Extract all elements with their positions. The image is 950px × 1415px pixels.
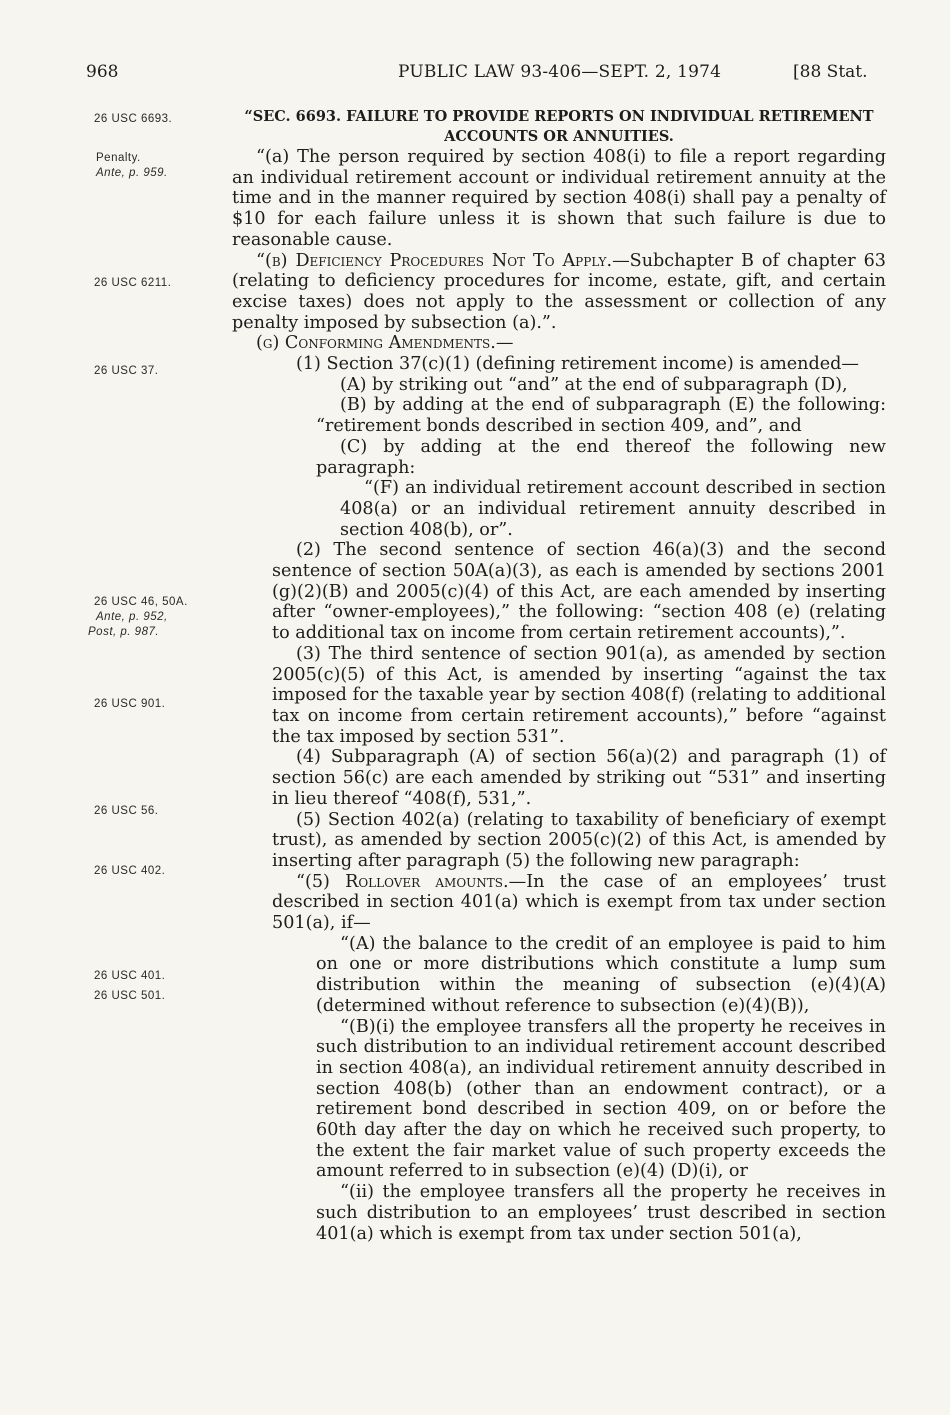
margin-note-402: 26 USC 402. bbox=[94, 865, 166, 877]
statute-volume: [88 Stat. bbox=[793, 62, 868, 82]
margin-note-401-501: 26 USC 401. 26 USC 501. bbox=[94, 970, 166, 1002]
margin-note-901: 26 USC 901. bbox=[94, 698, 166, 710]
margin-note-6693: 26 USC 6693. bbox=[94, 113, 173, 125]
paragraph-1: (1) Section 37(c)(1) (defining retirement income) is amended— bbox=[296, 354, 860, 375]
paragraph-5-A: “(A) the balance to the credit of an employee is paid to him on one or more distributions which constitute a lump sum distribution within the meaning of subsection (e)(4)(A) (determined without reference to subsection (e)(4)(B)), bbox=[316, 933, 886, 1016]
paragraph-5: (5) Section 402(a) (relating to taxability of beneficiary of exempt trust), as amended by section 2005(c)(2) of this Act, is amended by inserting after paragraph (5) the following new paragraph: bbox=[272, 809, 886, 871]
subsection-b-heading: “(b) Deficiency Procedures Not To Apply. bbox=[256, 250, 613, 271]
page-number: 968 bbox=[86, 62, 119, 82]
paragraph-2: (2) The second sentence of section 46(a)(3) and the second sentence of section 50A(a)(3), as each is amended by sections 2001 (g)(2)(B) and 2005(c)(4) of this Act, are each amended by inserting after “owner-employees),” the following: “section 408 (e) (relating to additional tax on income from certain retirement accounts),”. bbox=[272, 540, 886, 644]
subsection-b-text: —Subchapter B of chapter 63 (relating to deficiency procedures for income, estate, gift, and certain excise taxes) does not apply to the assessment or collection of any penalty imposed by subsection (a).”. bbox=[232, 250, 886, 333]
rollover-heading: “(5) Rollover amounts. bbox=[296, 871, 509, 892]
subsection-a: “(a) The person required by section 408(i) to file a report regarding an individual retirement account or individual retirement annuity at the time and in the manner required by section 408(i) shall pay a penalty of $10 for each failure unless it is shown that such failure is due to reasonable cause. bbox=[232, 147, 886, 250]
section-heading: “SEC. 6693. FAILURE TO PROVIDE REPORTS ON INDIVIDUAL RETIREMENT ACCOUNTS OR ANNUITIES. bbox=[244, 108, 874, 145]
subsection-g-heading: (g) Conforming Amendments. bbox=[256, 333, 496, 354]
subsection-b bbox=[232, 251, 886, 334]
margin-note-penalty: Penalty. Ante, p. 959. bbox=[96, 152, 168, 179]
subsection-g: (g) Conforming Amendments.— bbox=[256, 333, 514, 354]
running-header bbox=[0, 62, 950, 88]
paragraph-4: (4) Subparagraph (A) of section 56(a)(2) and paragraph (1) of section 56(c) are each amended by striking out “531” and inserting in lieu thereof “408(f), 531,”. bbox=[272, 747, 886, 809]
paragraph-1-F: “(F) an individual retirement account described in section 408(a) or an individual retirement annuity described in section 408(b), or”. bbox=[340, 478, 886, 540]
paragraph-5-rollover: “(5) Rollover amounts.—In the case of an employees’ trust described in section 401(a) which is exempt from tax under section 501(a), if— bbox=[272, 871, 886, 934]
margin-note-6211: 26 USC 6211. bbox=[94, 277, 172, 289]
paragraph-5-B-ii: “(ii) the employee transfers all the property he receives in such distribution to an employees’ trust described in section 401(a) which is exempt from tax under section 501(a), bbox=[316, 1182, 886, 1244]
paragraph-5-B-i: “(B)(i) the employee transfers all the property he receives in such distribution to an individual retirement account described in section 408(a), an individual retirement annuity described in section 408(b) (other than an endowment contract), or a retirement bond described in section 409, on or before the 60th day after the day on which he received such property, to the extent the fair market value of such property exceeds the amount referred to in subsection (e)(4) (D)(i), or bbox=[316, 1016, 886, 1182]
paragraph-1-C: (C) by adding at the end thereof the following new paragraph: bbox=[316, 436, 886, 478]
header-title: PUBLIC LAW 93-406—SEPT. 2, 1974 bbox=[398, 62, 722, 82]
margin-note-46-50a: 26 USC 46, 50A. Ante, p. 952, Post, p. 987. bbox=[88, 596, 188, 638]
paragraph-3: (3) The third sentence of section 901(a), as amended by section 2005(c)(5) of this Act, is amended by inserting “against the tax imposed for the taxable year by section 408(f) (relating to additional tax on income from certain retirement accounts),” before “against the tax imposed by section 531”. bbox=[272, 643, 886, 747]
statute-body bbox=[232, 107, 886, 1244]
margin-note-37: 26 USC 37. bbox=[94, 365, 159, 377]
paragraph-1-B: (B) by adding at the end of subparagraph (E) the following: “retirement bonds described in section 409, and”, and bbox=[316, 395, 886, 437]
margin-note-56: 26 USC 56. bbox=[94, 805, 159, 817]
paragraph-1-A: (A) by striking out “and” at the end of subparagraph (D), bbox=[340, 374, 848, 395]
